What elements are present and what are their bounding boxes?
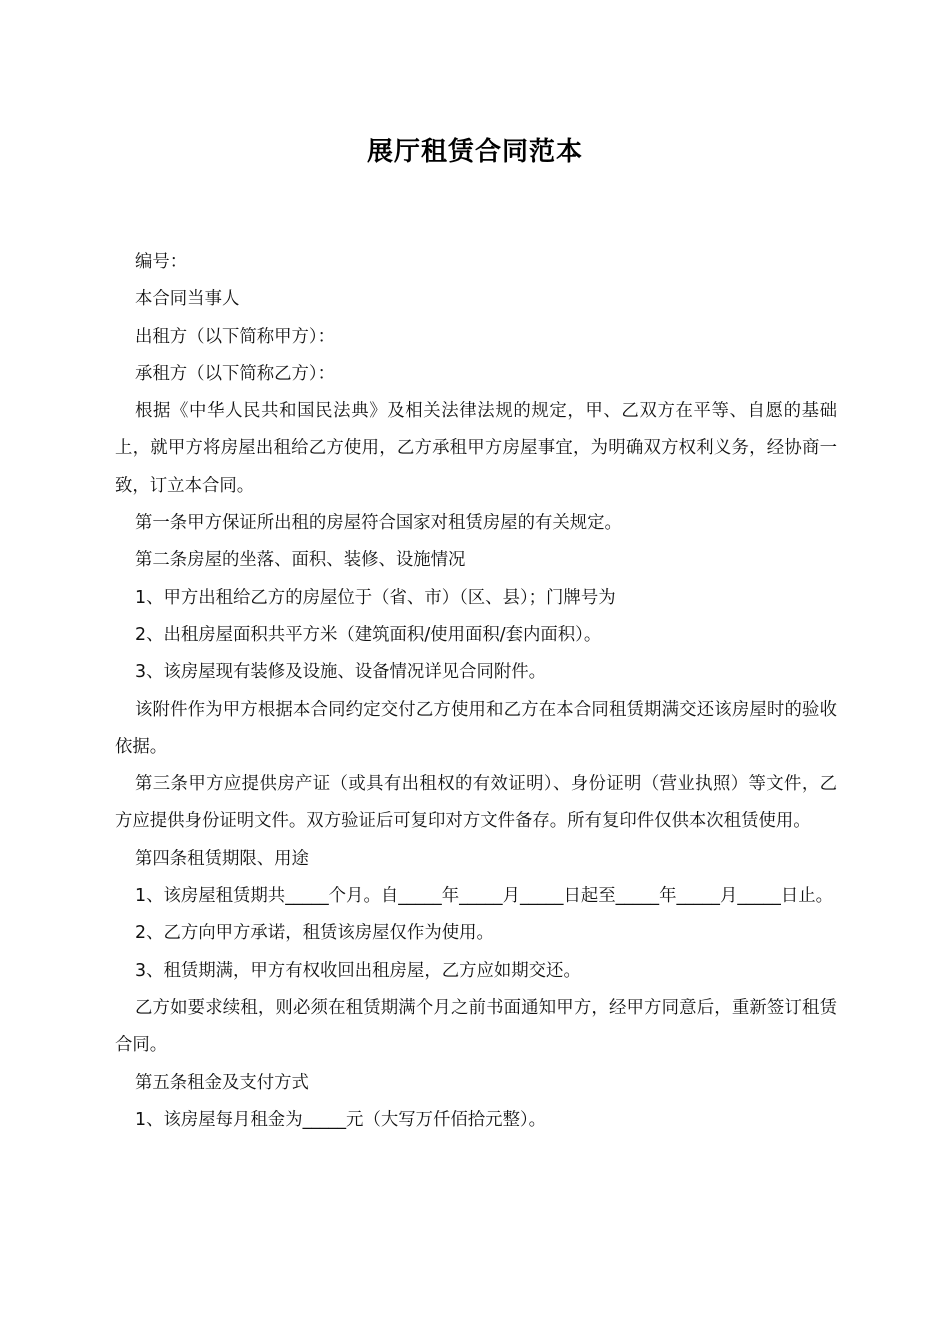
article-4-item-3: 3、租赁期满，甲方有权收回出租房屋，乙方应如期交还。 <box>135 960 581 981</box>
article-4-heading: 第四条租赁期限、用途 <box>135 848 309 869</box>
lessor-line: 出租方（以下简称甲方）： <box>135 326 335 347</box>
article-3: 第三条甲方应提供房产证（或具有出租权的有效证明）、身份证明（营业执照）等文件，乙方应提供身份证明文件。双方验证后可复印对方文件备存。所有复印件仅供本次租赁使用。 <box>115 774 837 832</box>
preamble-paragraph: 根据《中华人民共和国民法典》及相关法律法规的规定，甲、乙双方在平等、自愿的基础上，就甲方将房屋出租给乙方使用，乙方承租甲方房屋事宜，为明确双方权利义务，经协商一致，订立本合同。 <box>115 401 837 496</box>
article-2-item-3: 3、该房屋现有装修及设施、设备情况详见合同附件。 <box>135 662 547 683</box>
article-2-heading: 第二条房屋的坐落、面积、装修、设施情况 <box>135 550 466 571</box>
article-5-item-1: 1、该房屋每月租金为_____元（大写万仟佰拾元整）。 <box>135 1109 547 1130</box>
contract-body <box>115 244 837 1139</box>
parties-heading: 本合同当事人 <box>135 289 240 310</box>
document-title: 展厅租赁合同范本 <box>366 137 583 167</box>
lessee-line: 承租方（以下简称乙方）： <box>135 363 335 384</box>
article-4-item-2: 2、乙方向甲方承诺，租赁该房屋仅作为使用。 <box>135 923 494 944</box>
attachment-note: 该附件作为甲方根据本合同约定交付乙方使用和乙方在本合同租赁期满交还该房屋时的验收依据。 <box>115 699 837 757</box>
contract-number-line: 编号： <box>135 252 188 272</box>
renewal-paragraph: 乙方如要求续租，则必须在租赁期满个月之前书面通知甲方，经甲方同意后，重新签订租赁合同。 <box>115 997 837 1056</box>
article-4-item-1: 1、该房屋租赁期共_____个月。自_____年_____月_____日起至_____年_____月_____日止。 <box>135 886 833 907</box>
article-2-item-1: 1、甲方出租给乙方的房屋位于（省、市）（区、县）；门牌号为 <box>135 587 616 608</box>
article-1: 第一条甲方保证所出租的房屋符合国家对租赁房屋的有关规定。 <box>135 513 622 534</box>
article-5-heading: 第五条租金及支付方式 <box>135 1072 309 1093</box>
article-2-item-2: 2、出租房屋面积共平方米（建筑面积/使用面积/套内面积）。 <box>135 624 602 645</box>
